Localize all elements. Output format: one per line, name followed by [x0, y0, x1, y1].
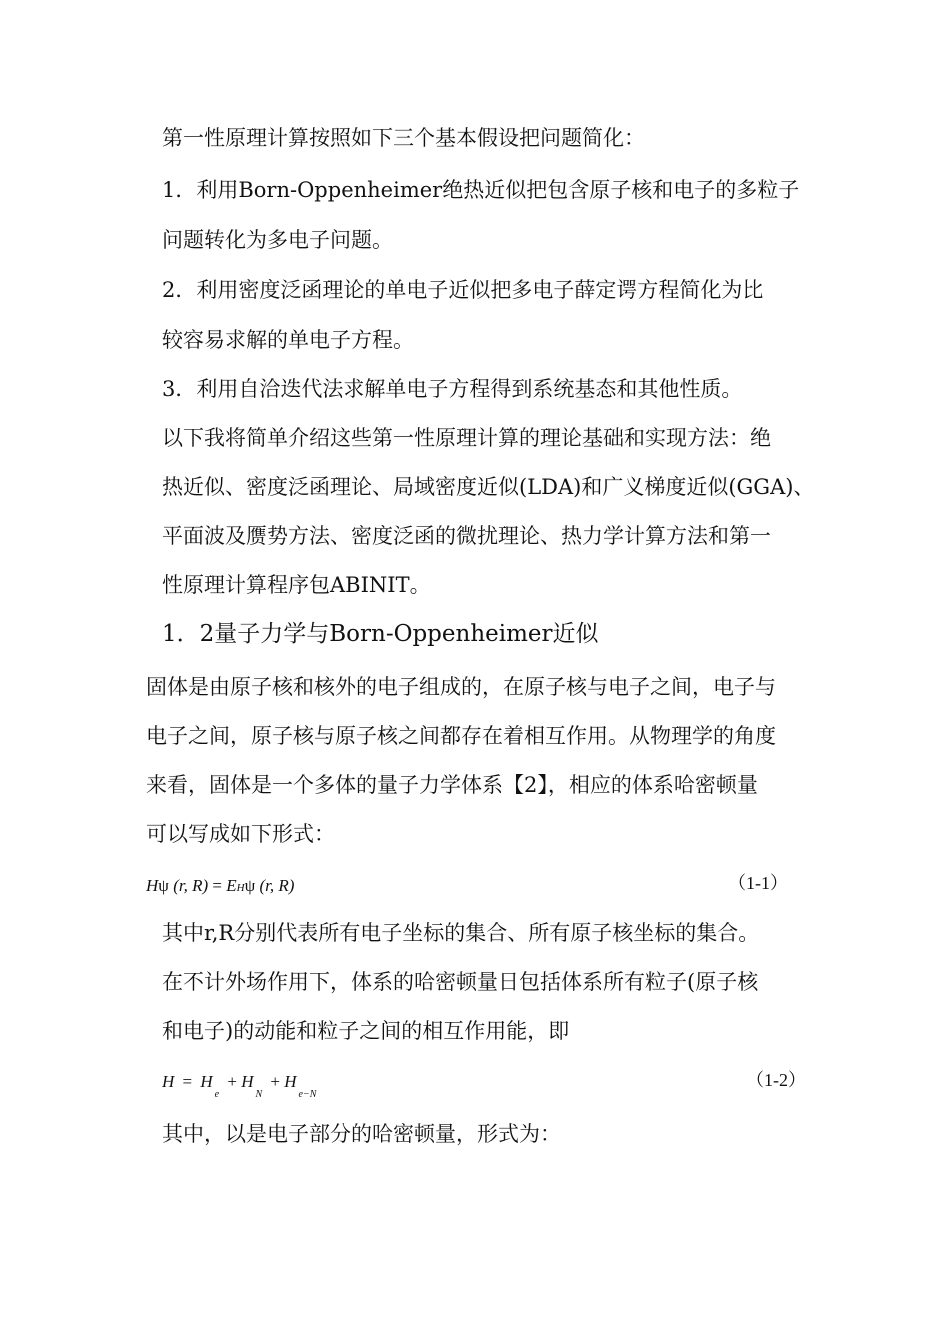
- eq-symbol: H: [162, 1072, 175, 1091]
- eq-symbol: ψ: [244, 876, 256, 895]
- eq-symbol: H: [200, 1072, 213, 1091]
- text-line: 其中，以是电子部分的哈密顿量，形式为：: [162, 1122, 561, 1146]
- eq-operator: +: [270, 1072, 280, 1091]
- eq-subscript: N: [255, 1089, 263, 1100]
- eq-args: (r, R): [259, 876, 295, 895]
- eq-symbol: H: [241, 1072, 254, 1091]
- eq-operator: =: [182, 1072, 193, 1091]
- text-line: 平面波及赝势方法、密度泛函的微扰理论、热力学计算方法和第一: [162, 524, 771, 548]
- list-item-2: 2．利用密度泛函理论的单电子近似把多电子薛定谔方程简化为比: [162, 278, 764, 302]
- list-item-1: 1．利用Born-Oppenheimer绝热近似把包含原子核和电子的多粒子: [162, 178, 800, 202]
- text-line: 第一性原理计算按照如下三个基本假设把问题简化：: [162, 126, 645, 150]
- equation-1-1: [146, 876, 294, 898]
- text-line: 热近似、密度泛函理论、局域密度近似(LDA)和广义梯度近似(GGA)、: [162, 475, 815, 499]
- text-line: 可以写成如下形式：: [146, 822, 335, 846]
- text-line: 来看，固体是一个多体的量子力学体系【2】，相应的体系哈密顿量: [146, 773, 758, 797]
- eq-symbol: E: [226, 876, 237, 895]
- eq-operator: =: [212, 876, 222, 895]
- section-heading: 1．2量子力学与Born-Oppenheimer近似: [162, 621, 599, 647]
- text-line: 问题转化为多电子问题。: [162, 228, 393, 252]
- eq-subscript: e: [214, 1089, 220, 1100]
- equation-1-2: [162, 1072, 320, 1100]
- text-line: 较容易求解的单电子方程。: [162, 328, 414, 352]
- eq-symbol: ψ: [158, 876, 169, 895]
- eq-subscript: H: [236, 882, 245, 894]
- text-line: 性原理计算程序包ABINIT。: [162, 573, 431, 597]
- eq-operator: +: [227, 1072, 237, 1091]
- text-line: 电子之间，原子核与原子核之间都存在着相互作用。从物理学的角度: [146, 724, 776, 748]
- list-item-3: 3．利用自洽迭代法求解单电子方程得到系统基态和其他性质。: [162, 377, 743, 401]
- eq-subscript: e−N: [298, 1089, 317, 1100]
- text-line: 其中r,R分别代表所有电子坐标的集合、所有原子核坐标的集合。: [162, 921, 760, 945]
- equation-number: （1-1）: [728, 873, 788, 893]
- text-line: 固体是由原子核和核外的电子组成的，在原子核与电子之间，电子与: [146, 675, 776, 699]
- equation-number: （1-2）: [746, 1070, 806, 1090]
- text-line: 和电子)的动能和粒子之间的相互作用能，即: [162, 1019, 570, 1043]
- eq-symbol: H: [284, 1072, 297, 1091]
- eq-symbol: H: [146, 876, 159, 895]
- text-line: 在不计外场作用下，体系的哈密顿量日包括体系所有粒子(原子核: [162, 970, 759, 994]
- eq-args: (r, R): [173, 876, 209, 895]
- text-line: 以下我将简单介绍这些第一性原理计算的理论基础和实现方法：绝: [162, 426, 771, 450]
